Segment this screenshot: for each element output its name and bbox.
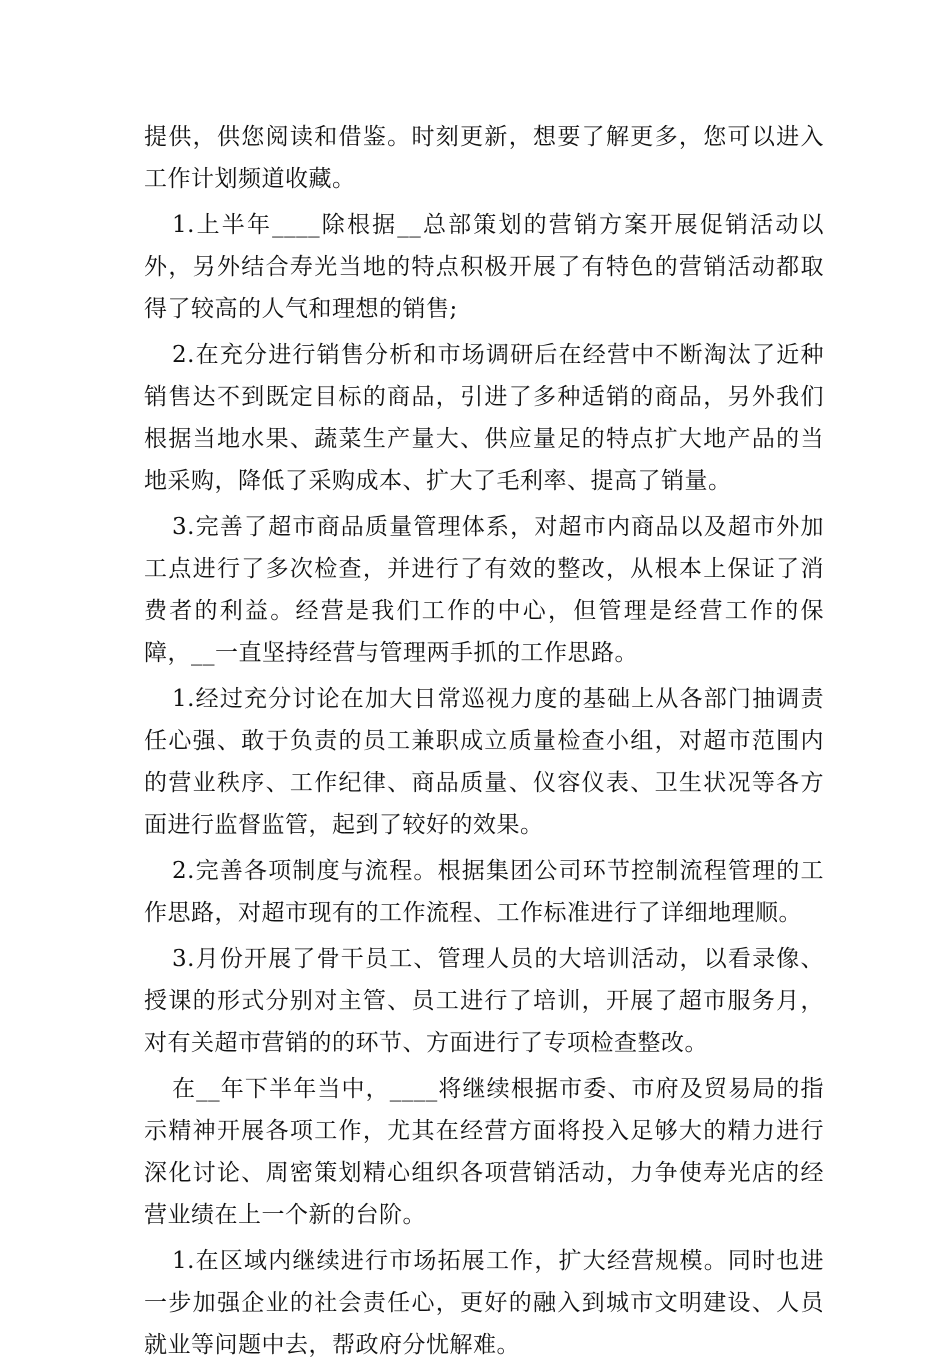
paragraph: 2.完善各项制度与流程。根据集团公司环节控制流程管理的工作思路，对超市现有的工作流程、工作标准进行了详细地理顺。	[144, 858, 824, 926]
paragraph: 1.经过充分讨论在加大日常巡视力度的基础上从各部门抽调责任心强、敢于负责的员工兼职成立质量检查小组，对超市范围内的营业秩序、工作纪律、商品质量、仪容仪表、卫生状况等各方面进行监督监管，起到了较好的效果。	[144, 686, 824, 838]
document-body	[144, 116, 824, 1370]
paragraph: 3.完善了超市商品质量管理体系，对超市内商品以及超市外加工点进行了多次检查，并进行了有效的整改，从根本上保证了消费者的利益。经营是我们工作的中心，但管理是经营工作的保障，__一直坚持经营与管理两手抓的工作思路。	[144, 514, 824, 666]
paragraph: 1.上半年____除根据__总部策划的营销方案开展促销活动以外，另外结合寿光当地的特点积极开展了有特色的营销活动都取得了较高的人气和理想的销售;	[144, 212, 824, 322]
paragraph: 2.在充分进行销售分析和市场调研后在经营中不断淘汰了近种销售达不到既定目标的商品，引进了多种适销的商品，另外我们根据当地水果、蔬菜生产量大、供应量足的特点扩大地产品的当地采购，降低了采购成本、扩大了毛利率、提高了销量。	[144, 342, 824, 494]
paragraph: 3.月份开展了骨干员工、管理人员的大培训活动，以看录像、授课的形式分别对主管、员工进行了培训，开展了超市服务月，对有关超市营销的的环节、方面进行了专项检查整改。	[144, 946, 824, 1056]
paragraph: 1.在区域内继续进行市场拓展工作，扩大经营规模。同时也进一步加强企业的社会责任心，更好的融入到城市文明建设、人员就业等问题中去，帮政府分忧解难。	[144, 1248, 824, 1358]
paragraph: 提供，供您阅读和借鉴。时刻更新，想要了解更多，您可以进入工作计划频道收藏。	[144, 124, 824, 192]
paragraph: 在__年下半年当中，____将继续根据市委、市府及贸易局的指示精神开展各项工作，尤其在经营方面将投入足够大的精力进行深化讨论、周密策划精心组织各项营销活动，力争使寿光店的经营业绩在上一个新的台阶。	[144, 1076, 824, 1228]
